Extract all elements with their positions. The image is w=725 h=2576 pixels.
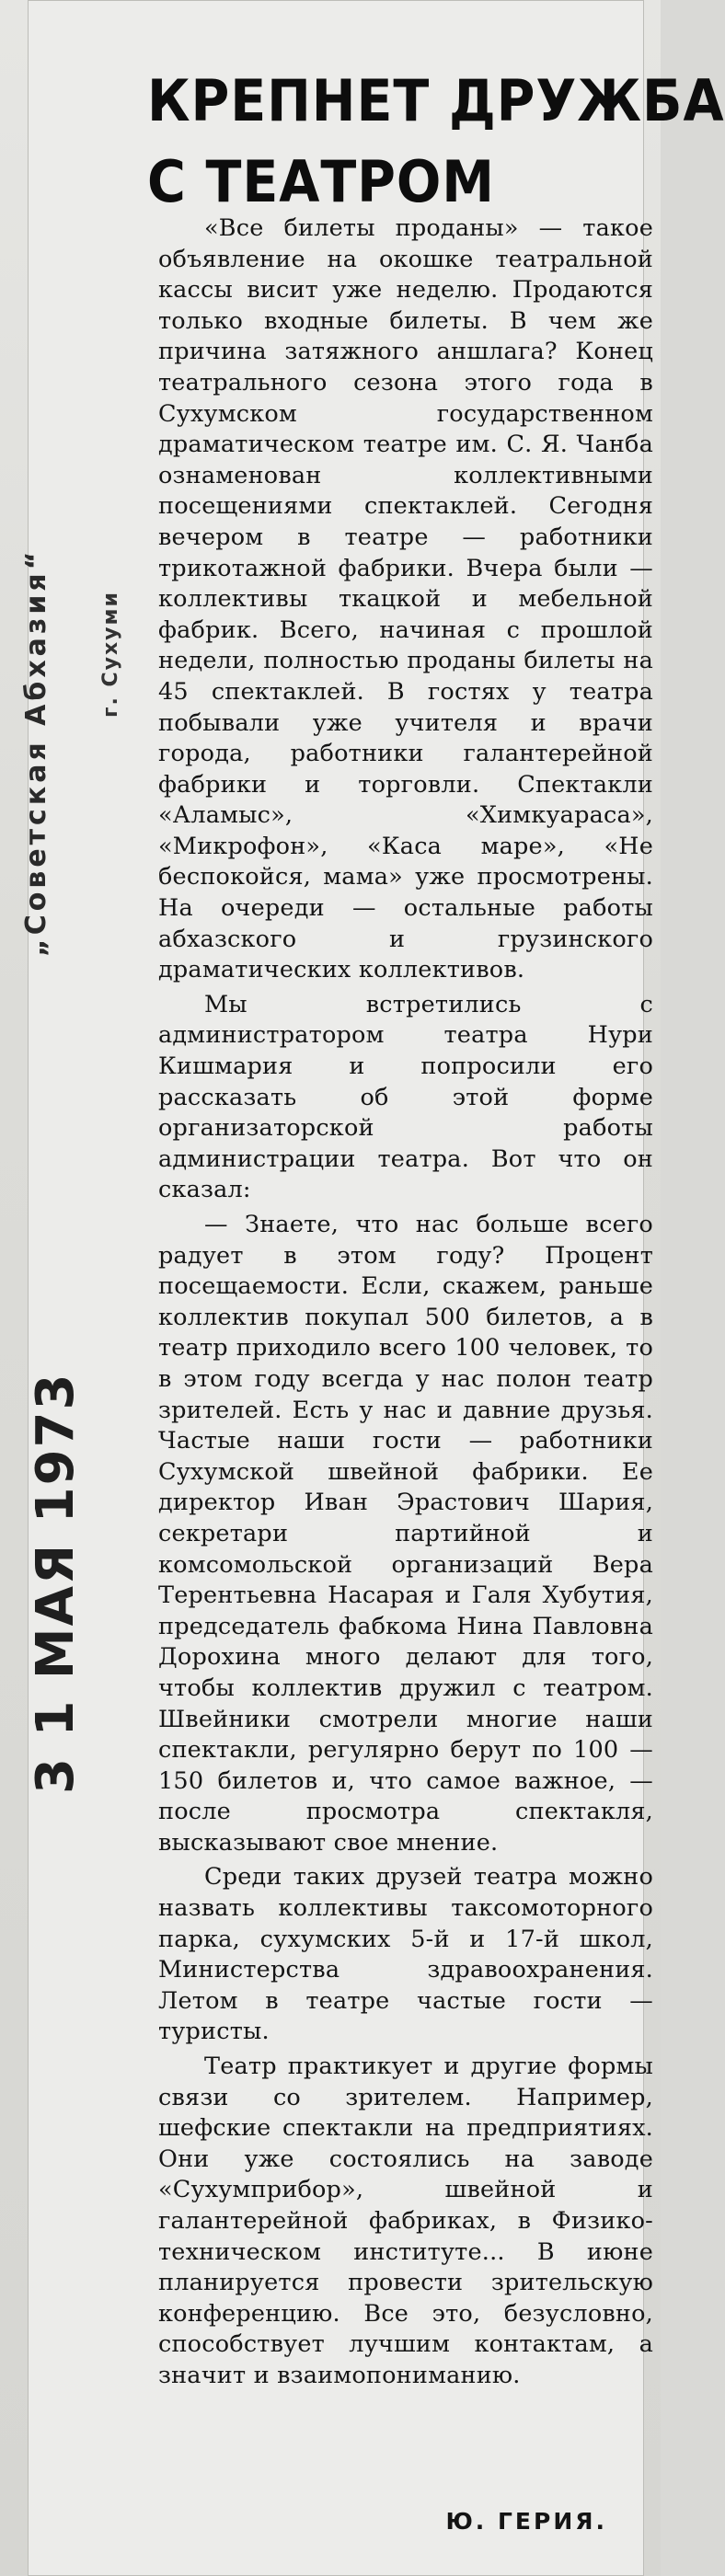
newspaper-clipping	[28, 0, 725, 2576]
headline-line-1: КРЕПНЕТ ДРУЖБА	[147, 67, 725, 134]
date-stamp: 3 1 МАЯ 1973	[26, 1372, 86, 1794]
article-headline	[147, 61, 725, 223]
source-stamp: „Советская Абхазия“	[20, 547, 52, 957]
paragraph-2: Мы встретились с администратором театра Нури Кишмария и попросили его рассказать об этой форме организаторской работы администрации театра. Вот что он сказал:	[158, 990, 653, 1204]
paragraph-3: — Знаете, что нас больше всего радует в этом году? Процент посещаемости. Если, скажем, раньше коллектив покупал 500 билетов, а в театр приходило всего 100 человек, то в этом году всегда у нас полон театр зрителей. Есть у нас и давние друзья. Частые наши гости — работники Сухумской швейной фабрики. Ее директор Иван Эрастович Шария, секретари партийной и комсомольской организаций Вера Терентьевна Насарая и Галя Хубутия, председатель фабкома Нина Павловна Дорохина много делают для того, чтобы коллектив дружил с театром. Швейники смотрели многие наши спектакли, регулярно берут по 100 — 150 билетов и, что самое важное, — после просмотра спектакля, высказывают свое мнение.	[158, 1211, 653, 1857]
author-signature: Ю. ГЕРИЯ.	[445, 2508, 607, 2535]
paragraph-4: Среди таких друзей театра можно назвать коллективы таксомоторного парка, сухумских 5-й и 17-й школ, Министерства здравоохранения. Летом в театре частые гости — туристы.	[158, 1863, 653, 2046]
paragraph-5: Театр практикует и другие формы связи со зрителем. Например, шефские спектакли на предприятиях. Они уже состоялись на заводе «Сухумприбор», швейной и галантерейной фабриках, в Физико-техническом институте... В июне планируется провести зрительскую конференцию. Все это, безусловно, способствует лучшим контактам, а значит и взаимопониманию.	[158, 2053, 653, 2389]
article-body	[158, 213, 653, 2392]
city-stamp: г. Сухуми	[99, 591, 122, 718]
headline-line-2: С ТЕАТРОМ	[147, 148, 495, 215]
paragraph-1: «Все билеты проданы» — такое объявление на окошке театральной кассы висит уже неделю. Продаются только входные билеты. В чем же причина затяжного аншлага? Конец театрального сезона этого года в Сухумском государственном драматическом театре им. С. Я. Чанба ознаменован коллективными посещениями спектаклей. Сегодня вечером в театре — работники трикотажной фабрики. Вчера были — коллективы ткацкой и мебельной фабрик. Всего, начиная с прошлой недели, полностью проданы билеты на 45 спектаклей. В гостях у театра побывали уже учителя и врачи города, работники галантерейной фабрики и торговли. Спектакли «Аламыс», «Химкуараса», «Микрофон», «Каса маре», «Не беспокойся, мама» уже просмотрены. На очереди — остальные работы абхазского и грузинского драматических коллективов.	[158, 214, 653, 984]
